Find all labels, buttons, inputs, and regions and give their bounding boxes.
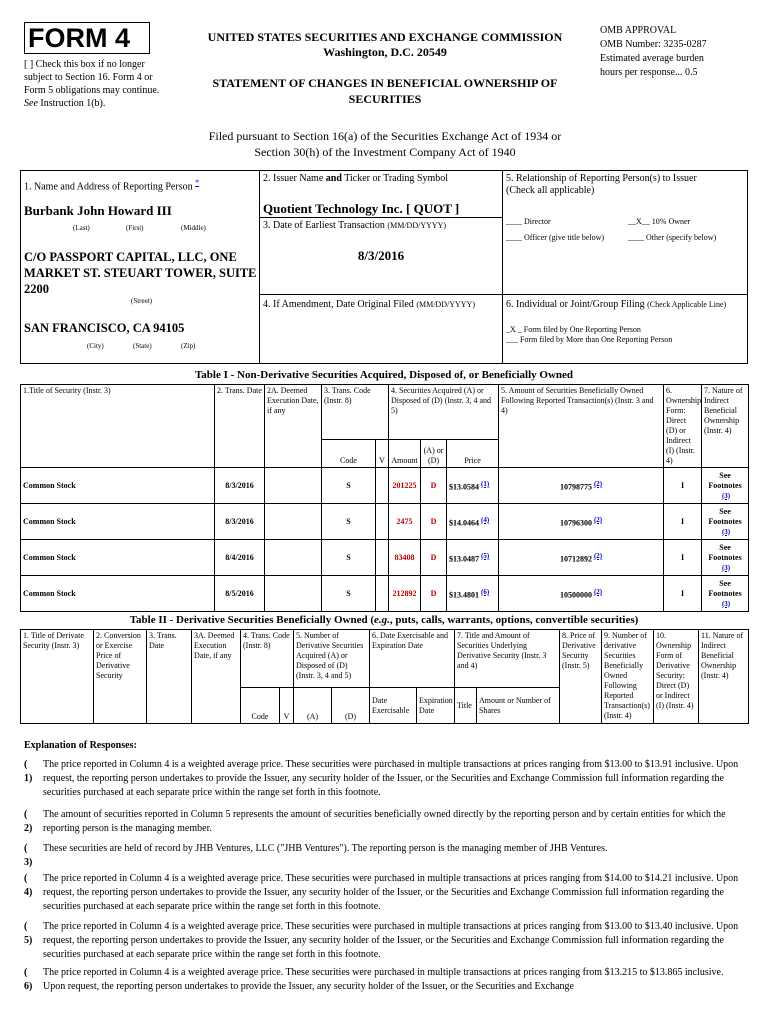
- earliest-date-label: [260, 218, 502, 234]
- row-code: S: [322, 540, 376, 576]
- explanation-item: [24, 758, 746, 800]
- agency-title: [175, 30, 595, 60]
- row-form: I: [664, 576, 702, 612]
- reporting-label-text: 1. Name and Address of Reporting Person: [24, 181, 193, 193]
- amendment-label: [260, 295, 502, 315]
- street-value: C/O PASSPORT CAPITAL, LLC, ONE MARKET ST. STEUART TOWER, SUITE 2200: [24, 250, 257, 296]
- reporting-person-box: [20, 170, 260, 364]
- table-row: [21, 540, 749, 576]
- explanation-item: [24, 920, 746, 962]
- t1-h-title: 1.Title of Security (Instr. 3): [21, 385, 215, 468]
- zip-label: (Zip): [181, 342, 196, 350]
- explanation-number: ( 1): [24, 759, 33, 784]
- form-title: FORM 4: [28, 23, 131, 53]
- row-price-footnote[interactable]: (1): [481, 479, 490, 488]
- t1-h-ownership: 6. Ownership Form: Direct (D) or Indirect (I) (Instr. 4): [664, 385, 702, 468]
- explanation-number: ( 2): [24, 809, 33, 834]
- row-nature-footnote[interactable]: (3): [721, 527, 731, 536]
- row-owned: [499, 576, 664, 612]
- row-code: S: [322, 468, 376, 504]
- row-deemed: [265, 468, 322, 504]
- t2-h-conversion: 2. Conversion or Exercise Price of Derivative Security: [94, 630, 147, 724]
- city-value: SAN FRANCISCO, CA 94105: [24, 321, 185, 335]
- row-owned: [499, 504, 664, 540]
- filed-pursuant: [100, 128, 670, 160]
- table1: [20, 384, 749, 612]
- row-deemed: [265, 576, 322, 612]
- last-label: (Last): [73, 224, 90, 232]
- t2-h-amount-shares: Amount or Number of Shares: [477, 688, 560, 724]
- table2-title-b: , puts, calls, warrants, options, convertible securities): [389, 614, 639, 626]
- t2-h-nature: 11. Nature of Indirect Beneficial Ownership (Instr. 4): [699, 630, 749, 724]
- row-v: [376, 468, 389, 504]
- t2-h-date: 3. Trans. Date: [147, 630, 192, 724]
- row-title: Common Stock: [21, 504, 215, 540]
- filed-line-1: Filed pursuant to Section 16(a) of the Securities Exchange Act of 1934 or: [208, 129, 562, 143]
- explanation-text: These securities are held of record by JHB Ventures, LLC ("JHB Ventures"). The reporting person is the managing member of JHB Ventures.: [43, 843, 608, 854]
- row-price-value: $13.4801: [449, 590, 480, 600]
- t2-h-date-ex: Date Exercisable: [370, 688, 417, 724]
- street-label: (Street): [131, 297, 152, 305]
- row-v: [376, 504, 389, 540]
- t1-h-date: 2. Trans. Date: [215, 385, 265, 468]
- explanation-item: [24, 872, 746, 914]
- filing-label-sub: (Check Applicable Line): [647, 300, 727, 309]
- t1-h-securities: 4. Securities Acquired (A) or Disposed of (D) (Instr. 3, 4 and 5): [389, 385, 499, 440]
- row-nature-footnote[interactable]: (3): [721, 599, 731, 608]
- relationship-label: [503, 171, 747, 199]
- state-label: (State): [133, 342, 152, 350]
- row-aord: D: [421, 540, 447, 576]
- t1-h-price: Price: [447, 439, 499, 467]
- row-amount: 2475: [389, 504, 421, 540]
- explanation-number: ( 4): [24, 873, 33, 898]
- explanation-text: The price reported in Column 4 is a weighted average price. These securities were purchased in multiple transactions at prices ranging from $13.00 to $13.40 inclusive. Upon request, the reporting person undertakes to provide the Issuer, any security holder of the Issuer, or the Securities and Exchange Commission full information regarding the securities purchased at each separate price within the range set forth in this footnote.: [43, 921, 739, 960]
- explanation-item: [24, 808, 746, 836]
- row-owned-footnote[interactable]: (2): [593, 551, 603, 560]
- table-row: [21, 468, 749, 504]
- relationship-box: [502, 170, 748, 295]
- row-owned-footnote[interactable]: (2): [593, 515, 603, 524]
- row-v: [376, 540, 389, 576]
- t2-h-number: 5. Number of Derivative Securities Acquired (A) or Disposed of (D) (Instr. 3, 4 and 5): [294, 630, 370, 688]
- explanation-number: ( 5): [24, 921, 33, 946]
- t2-h-price: 8. Price of Derivative Security (Instr. 5): [560, 630, 602, 724]
- row-price-value: $13.0487: [449, 554, 480, 564]
- filing-label-text: 6. Individual or Joint/Group Filing: [506, 299, 645, 310]
- row-price: [447, 576, 499, 612]
- t1-h-code-sub: Code: [322, 439, 376, 467]
- row-nature: [702, 504, 749, 540]
- omb-line-2: Estimated average burden: [600, 53, 704, 64]
- table2: [20, 629, 749, 724]
- row-owned-value: 10500000: [559, 590, 592, 600]
- t2-h-v: V: [280, 688, 294, 724]
- row-nature-footnote[interactable]: (3): [721, 563, 731, 572]
- row-owned: [499, 540, 664, 576]
- row-nature-text: See Footnotes: [708, 470, 742, 490]
- earliest-date-box: [259, 217, 503, 295]
- issuer-label: [260, 171, 502, 187]
- row-price: [447, 540, 499, 576]
- ten-percent-owner-option[interactable]: __X__ 10% Owner: [628, 217, 691, 226]
- relationship-label-text: 5. Relationship of Reporting Person(s) to Issuer: [506, 173, 697, 184]
- t1-h-v: V: [376, 439, 389, 467]
- row-owned-footnote[interactable]: (2): [593, 479, 603, 488]
- issuer-box: [259, 170, 503, 218]
- row-deemed: [265, 540, 322, 576]
- t1-h-deemed: 2A. Deemed Execution Date, if any: [265, 385, 322, 468]
- agency: UNITED STATES SECURITIES AND EXCHANGE COMMISSION: [207, 30, 563, 44]
- explanation-text: The amount of securities reported in Column 5 represents the amount of securities beneficially owned directly by the reporting person and by certain entities for which the reporting person is the managing member.: [43, 809, 726, 834]
- t2-h-number-owned: 9. Number of derivative Securities Beneficially Owned Following Reported Transaction(s) (Instr. 4): [602, 630, 654, 724]
- row-owned-value: 10798775: [559, 482, 592, 492]
- omb-line-1: OMB Number: 3235-0287: [600, 39, 707, 50]
- t2-h-deemed: 3A. Deemed Execution Date, if any: [192, 630, 241, 724]
- omb-approval: [600, 24, 760, 80]
- table-row: [21, 576, 749, 612]
- row-price-value: $13.0584: [449, 482, 480, 492]
- table1-title: Table I - Non-Derivative Securities Acquired, Disposed of, or Beneficially Owned: [194, 369, 574, 381]
- row-amount: 83408: [389, 540, 421, 576]
- row-aord: D: [421, 576, 447, 612]
- row-owned: [499, 468, 664, 504]
- row-title: Common Stock: [21, 468, 215, 504]
- first-label: (First): [126, 224, 144, 232]
- relationship-sub: (Check all applicable): [506, 185, 595, 196]
- row-code: S: [322, 504, 376, 540]
- officer-option[interactable]: ____ Officer (give title below): [506, 233, 605, 242]
- explanation-text: The price reported in Column 4 is a weighted average price. These securities were purchased in multiple transactions at prices ranging from $13.215 to $13.865 inclusive. Upon request, the reporting person undertakes to provide the Issuer, any security holder of the Issuer, or the Securities and Exchange: [43, 967, 724, 992]
- row-owned-footnote[interactable]: (2): [593, 587, 603, 596]
- t2-h-code: 4. Trans. Code (Instr. 8): [241, 630, 294, 688]
- explanation-heading: Explanation of Responses:: [24, 740, 137, 751]
- explanation-item: [24, 842, 746, 868]
- t1-h-code: 3. Trans. Code (Instr. 8): [322, 385, 389, 440]
- t2-h-d: (D): [332, 688, 370, 724]
- explanation-text: The price reported in Column 4 is a weighted average price. These securities were purchased in multiple transactions at prices ranging from $14.00 to $14.21 inclusive. Upon request, the reporting person undertakes to provide the Issuer, any security holder of the Issuer, or the Securities and Exchange Commission full information regarding the securities purchased at each separate price within the range set forth in this footnote.: [43, 873, 739, 912]
- row-aord: D: [421, 504, 447, 540]
- agency-city: Washington, D.C. 20549: [323, 45, 447, 59]
- row-nature-text: See Footnotes: [708, 506, 742, 526]
- reporting-asterisk[interactable]: *: [195, 178, 200, 187]
- row-nature-text: See Footnotes: [708, 578, 742, 598]
- filed-line-2: Section 30(h) of the Investment Company Act of 1940: [254, 145, 516, 159]
- row-v: [376, 576, 389, 612]
- row-aord: D: [421, 468, 447, 504]
- table-row: [21, 504, 749, 540]
- table2-title-a: Table II - Derivative Securities Beneficially Owned (: [129, 614, 375, 626]
- statement-title: STATEMENT OF CHANGES IN BENEFICIAL OWNERSHIP OF SECURITIES: [212, 76, 558, 106]
- amendment-format: (MM/DD/YYYY): [416, 300, 475, 309]
- omb-line-0: OMB APPROVAL: [600, 25, 677, 36]
- form-title-box: [24, 22, 150, 54]
- filing-more-option[interactable]: ___ Form filed by More than One Reporting Person: [506, 335, 673, 344]
- t2-h-underlying: 7. Title and Amount of Securities Underlying Derivative Security (Instr. 3 and 4): [455, 630, 560, 688]
- row-price-value: $14.0464: [449, 518, 480, 528]
- amendment-label-text: 4. If Amendment, Date Original Filed: [263, 299, 414, 310]
- t1-h-nature: 7. Nature of Indirect Beneficial Ownership (Instr. 4): [702, 385, 749, 468]
- row-deemed: [265, 504, 322, 540]
- reporting-name: Burbank John Howard III: [24, 203, 172, 218]
- row-code: S: [322, 576, 376, 612]
- issuer-value: Quotient Technology Inc. [ QUOT ]: [263, 201, 460, 216]
- other-option[interactable]: ____ Other (specify below): [628, 233, 717, 242]
- director-option[interactable]: ____ Director: [506, 217, 551, 226]
- row-price: [447, 468, 499, 504]
- middle-label: (Middle): [181, 224, 206, 232]
- table2-title: [20, 614, 748, 626]
- explanation-number: ( 3): [24, 843, 33, 868]
- row-owned-value: 10712892: [559, 554, 592, 564]
- row-owned-value: 10796300: [559, 518, 592, 528]
- earliest-date-label-text: 3. Date of Earliest Transaction: [263, 220, 385, 231]
- row-price-footnote[interactable]: (5): [481, 551, 490, 560]
- issuer-label-rest: Ticker or Trading Symbol: [344, 173, 449, 184]
- omb-line-3: hours per response... 0.5: [600, 67, 698, 78]
- t2-h-code-sub: Code: [241, 688, 280, 724]
- row-title: Common Stock: [21, 540, 215, 576]
- filing-box: [502, 294, 748, 364]
- amendment-box: [259, 294, 503, 364]
- explanation-number: ( 6): [24, 967, 33, 992]
- issuer-label-and: and: [325, 173, 342, 184]
- t2-h-ownership: 10. Ownership Form of Derivative Security: Direct (D) or Indirect (I) (Instr. 4): [654, 630, 699, 724]
- t2-h-a: (A): [294, 688, 332, 724]
- row-price: [447, 504, 499, 540]
- t1-h-amount: Amount: [389, 439, 421, 467]
- city-label: (City): [87, 342, 104, 350]
- row-date: 8/4/2016: [215, 540, 265, 576]
- explanation-text: The price reported in Column 4 is a weighted average price. These securities were purchased in multiple transactions at prices ranging from $13.00 to $13.91 inclusive. Upon request, the reporting person undertakes to provide the Issuer, any security holder of the Issuer, or the Securities and Exchange Commission full information regarding the securities purchased at each separate price within the range set forth in this footnote.: [43, 759, 739, 798]
- filing-one-option[interactable]: _X _ Form filed by One Reporting Person: [506, 325, 641, 334]
- reporting-label: [21, 171, 259, 193]
- checkbox-text: [ ] Check this box if no longer subject to Section 16. Form 4 or Form 5 obligations may continue.: [24, 59, 160, 96]
- row-price-footnote[interactable]: (4): [481, 515, 490, 524]
- row-form: I: [664, 504, 702, 540]
- table2-title-eg: e.g.: [374, 614, 390, 626]
- row-date: 8/3/2016: [215, 468, 265, 504]
- row-form: I: [664, 468, 702, 504]
- t2-h-exercisable: 6. Date Exercisable and Expiration Date: [370, 630, 455, 688]
- t2-h-title: 1. Title of Derivate Security (Instr. 3): [21, 630, 94, 724]
- filing-label: [503, 295, 747, 315]
- row-nature-text: See Footnotes: [708, 542, 742, 562]
- earliest-date-format: (MM/DD/YYYY): [387, 221, 447, 230]
- checkbox-see: See: [24, 98, 38, 109]
- checkbox-notice: [24, 58, 174, 110]
- earliest-date-value: 8/3/2016: [357, 248, 405, 263]
- row-nature: [702, 576, 749, 612]
- row-date: 8/3/2016: [215, 504, 265, 540]
- explanation-item: [24, 966, 746, 994]
- t2-h-ul-title: Title: [455, 688, 477, 724]
- row-amount: 212892: [389, 576, 421, 612]
- t1-h-amount-owned: 5. Amount of Securities Beneficially Owned Following Reported Transaction(s) (Instr. 3 and 4): [499, 385, 664, 468]
- checkbox-instr: Instruction 1(b).: [40, 98, 106, 109]
- row-nature: [702, 540, 749, 576]
- row-nature-footnote[interactable]: (3): [721, 491, 731, 500]
- row-nature: [702, 468, 749, 504]
- issuer-label-text: 2. Issuer Name: [263, 173, 324, 184]
- row-form: I: [664, 540, 702, 576]
- row-title: Common Stock: [21, 576, 215, 612]
- row-date: 8/5/2016: [215, 576, 265, 612]
- t2-h-exp-date: Expiration Date: [417, 688, 455, 724]
- t1-h-aord: (A) or (D): [421, 439, 447, 467]
- row-amount: 201225: [389, 468, 421, 504]
- row-price-footnote[interactable]: (6): [481, 587, 490, 596]
